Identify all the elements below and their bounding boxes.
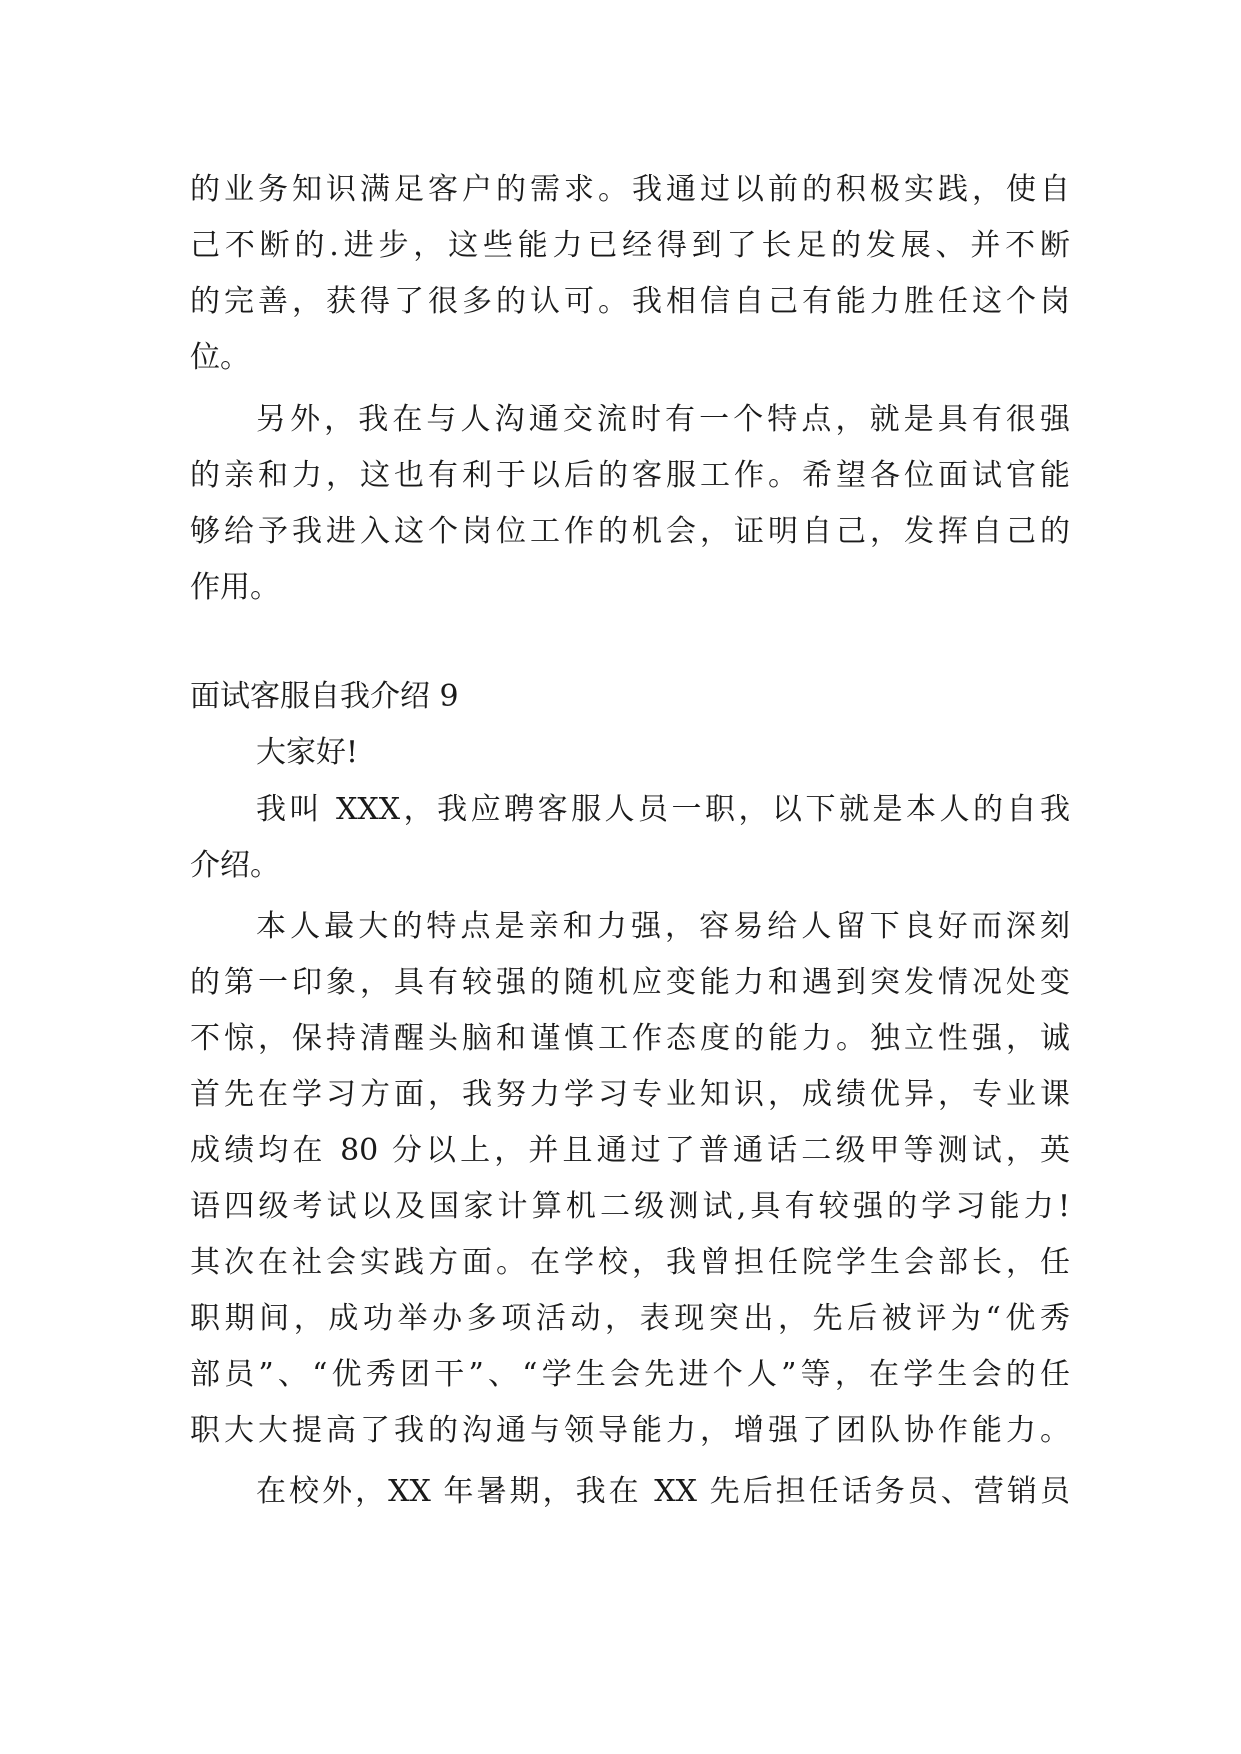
paragraph-line: 己不断的.进步，这些能力已经得到了长足的发展、并不断 <box>190 228 1070 263</box>
paragraph-line: 的第一印象，具有较强的随机应变能力和遇到突发情况处变 <box>190 965 1070 1000</box>
paragraph-line: 的亲和力，这也有利于以后的客服工作。希望各位面试官能 <box>190 458 1070 493</box>
paragraph-line: 在校外，XX 年暑期，我在 XX 先后担任话务员、营销员 <box>256 1474 1070 1509</box>
greeting-line: 大家好! <box>256 735 359 770</box>
paragraph-line: 位。 <box>190 340 250 375</box>
section-heading: 面试客服自我介绍 9 <box>190 679 459 714</box>
paragraph-line: 成绩均在 80 分以上，并且通过了普通话二级甲等测试，英 <box>190 1133 1070 1168</box>
paragraph-line: 不惊，保持清醒头脑和谨慎工作态度的能力。独立性强，诚 <box>190 1021 1070 1056</box>
paragraph-line: 语四级考试以及国家计算机二级测试,具有较强的学习能力! <box>190 1189 1070 1224</box>
paragraph-line: 本人最大的特点是亲和力强，容易给人留下良好而深刻 <box>256 909 1070 944</box>
paragraph-line: 介绍。 <box>190 848 280 883</box>
paragraph-line: 职期间，成功举办多项活动，表现突出，先后被评为“优秀 <box>190 1301 1070 1336</box>
paragraph-line: 首先在学习方面，我努力学习专业知识，成绩优异，专业课 <box>190 1077 1070 1112</box>
paragraph-line: 够给予我进入这个岗位工作的机会，证明自己，发挥自己的 <box>190 514 1070 549</box>
paragraph-line: 我叫 XXX，我应聘客服人员一职，以下就是本人的自我 <box>256 792 1070 827</box>
paragraph-line: 职大大提高了我的沟通与领导能力，增强了团队协作能力。 <box>190 1413 1070 1448</box>
paragraph-line: 作用。 <box>190 570 280 605</box>
paragraph-line: 其次在社会实践方面。在学校，我曾担任院学生会部长，任 <box>190 1245 1070 1280</box>
paragraph-line: 另外，我在与人沟通交流时有一个特点，就是具有很强 <box>256 402 1070 437</box>
paragraph-line: 的业务知识满足客户的需求。我通过以前的积极实践，使自 <box>190 172 1070 207</box>
paragraph-line: 部员”、“优秀团干”、“学生会先进个人”等，在学生会的任 <box>190 1357 1070 1392</box>
paragraph-line: 的完善，获得了很多的认可。我相信自己有能力胜任这个岗 <box>190 284 1070 319</box>
